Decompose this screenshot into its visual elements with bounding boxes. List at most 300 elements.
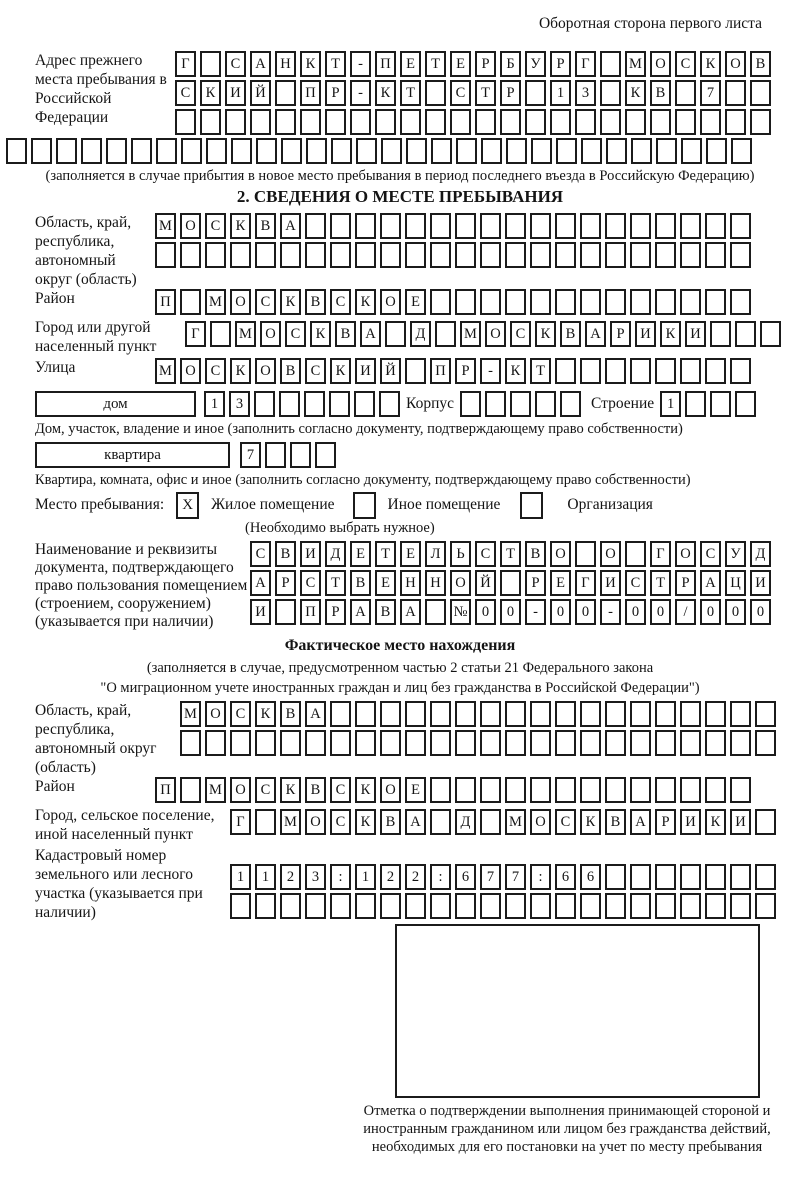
- char-box: [580, 358, 601, 384]
- char-box: [380, 701, 401, 727]
- char-box: [180, 242, 201, 268]
- char-box: [580, 730, 601, 756]
- char-box: 6: [555, 864, 576, 890]
- char-box: Т: [425, 51, 446, 77]
- char-box: [630, 777, 651, 803]
- char-box: М: [280, 809, 301, 835]
- char-box: [330, 730, 351, 756]
- s2-oblast-row-2: [155, 242, 755, 268]
- kvartira-cells: [240, 442, 340, 468]
- char-box: В: [280, 701, 301, 727]
- kvartira-caption: Квартира, комната, офис и иное (заполнить согласно документу, подтверждающему право собственности): [35, 472, 691, 488]
- char-box: [255, 809, 276, 835]
- char-box: [705, 289, 726, 315]
- char-box: [630, 242, 651, 268]
- char-box: [550, 109, 571, 135]
- char-box: [675, 80, 696, 106]
- char-box: [605, 242, 626, 268]
- char-box: 1: [550, 80, 571, 106]
- char-box: [279, 391, 300, 417]
- char-box: [210, 321, 231, 347]
- char-box: 1: [355, 864, 376, 890]
- char-box: С: [700, 541, 721, 567]
- char-box: 7: [505, 864, 526, 890]
- char-box: [685, 391, 706, 417]
- char-box: П: [375, 51, 396, 77]
- fact-raion-row: [155, 777, 755, 803]
- fact-title: Фактическое место нахождения: [284, 637, 516, 654]
- char-box: [305, 242, 326, 268]
- doc-row-3: [250, 599, 775, 625]
- korpus-label: Корпус: [406, 395, 454, 412]
- char-box: [630, 864, 651, 890]
- char-box: [755, 864, 776, 890]
- char-box: [505, 213, 526, 239]
- char-box: [580, 701, 601, 727]
- char-box: [705, 730, 726, 756]
- char-box: С: [675, 51, 696, 77]
- char-box: [480, 701, 501, 727]
- fact-oblast-label: Область, край, республика, автономный округ (область): [35, 702, 157, 776]
- char-box: -: [525, 599, 546, 625]
- prev-address-row-2: [175, 80, 775, 106]
- char-box: Р: [325, 80, 346, 106]
- char-box: [275, 80, 296, 106]
- char-box: [456, 138, 477, 164]
- char-box: [730, 242, 751, 268]
- char-box: А: [405, 809, 426, 835]
- char-box: [380, 242, 401, 268]
- s2-gorod-row: [185, 321, 785, 347]
- char-box: [750, 80, 771, 106]
- prev-address-caption: (заполняется в случае прибытия в новое место пребывания в период последнего въезда в Российскую Федерацию): [45, 168, 755, 184]
- char-box: [380, 213, 401, 239]
- char-box: [555, 358, 576, 384]
- char-box: К: [625, 80, 646, 106]
- char-box: А: [585, 321, 606, 347]
- fact-raion-field: [35, 777, 800, 806]
- char-box: [755, 730, 776, 756]
- char-box: 0: [500, 599, 521, 625]
- char-box: К: [280, 777, 301, 803]
- char-box: Е: [375, 570, 396, 596]
- char-box: [605, 777, 626, 803]
- char-box: [580, 777, 601, 803]
- char-box: [500, 570, 521, 596]
- char-box: [355, 701, 376, 727]
- char-box: В: [255, 213, 276, 239]
- char-box: О: [380, 777, 401, 803]
- doc-label: Наименование и реквизиты документа, подтверждающего право пользования помещением (строением, сооружением) (указывается при наличии): [35, 541, 248, 630]
- char-box: 7: [480, 864, 501, 890]
- char-box: 7: [240, 442, 261, 468]
- char-box: [735, 391, 756, 417]
- char-box: -: [350, 80, 371, 106]
- prev-address-label: Адрес прежнего места пребывания в Российской Федерации: [35, 52, 167, 126]
- char-box: Т: [650, 570, 671, 596]
- char-box: М: [235, 321, 256, 347]
- char-box: [580, 289, 601, 315]
- char-box: К: [660, 321, 681, 347]
- char-box: [405, 242, 426, 268]
- char-box: [510, 391, 531, 417]
- char-box: 1: [204, 391, 225, 417]
- char-box: 0: [475, 599, 496, 625]
- char-box: Л: [425, 541, 446, 567]
- char-box: 3: [305, 864, 326, 890]
- char-box: С: [305, 358, 326, 384]
- char-box: В: [605, 809, 626, 835]
- char-box: Т: [475, 80, 496, 106]
- char-box: К: [300, 51, 321, 77]
- char-box: Т: [530, 358, 551, 384]
- char-box: [655, 701, 676, 727]
- char-box: [425, 109, 446, 135]
- char-box: [680, 730, 701, 756]
- char-box: [730, 730, 751, 756]
- char-box: [506, 138, 527, 164]
- char-box: [750, 109, 771, 135]
- char-box: [181, 138, 202, 164]
- char-box: [730, 777, 751, 803]
- char-box: [329, 391, 350, 417]
- char-box: Е: [550, 570, 571, 596]
- char-box: Г: [230, 809, 251, 835]
- char-box: [630, 730, 651, 756]
- char-box: [355, 730, 376, 756]
- char-box: [655, 730, 676, 756]
- char-box: [480, 242, 501, 268]
- fact-oblast-field: [35, 701, 800, 777]
- char-box: О: [205, 701, 226, 727]
- char-box: С: [330, 809, 351, 835]
- char-box: П: [155, 289, 176, 315]
- char-box: [400, 109, 421, 135]
- char-box: О: [260, 321, 281, 347]
- char-box: В: [305, 777, 326, 803]
- char-box: [405, 358, 426, 384]
- char-box: Й: [475, 570, 496, 596]
- char-box: [631, 138, 652, 164]
- prev-address-row-1: [175, 51, 775, 77]
- char-box: И: [730, 809, 751, 835]
- char-box: С: [230, 701, 251, 727]
- char-box: [605, 730, 626, 756]
- char-box: [530, 730, 551, 756]
- section2-title: 2. СВЕДЕНИЯ О МЕСТЕ ПРЕБЫВАНИЯ: [236, 187, 564, 206]
- char-box: [650, 109, 671, 135]
- char-box: [555, 893, 576, 919]
- char-box: С: [330, 777, 351, 803]
- char-box: [755, 809, 776, 835]
- char-box: М: [205, 289, 226, 315]
- char-box: С: [175, 80, 196, 106]
- dom-cells: [204, 391, 404, 417]
- char-box: [730, 213, 751, 239]
- char-box: Й: [250, 80, 271, 106]
- char-box: [355, 242, 376, 268]
- char-box: [710, 321, 731, 347]
- char-box: Е: [405, 289, 426, 315]
- char-box: [480, 777, 501, 803]
- stamp-area: [395, 924, 760, 1098]
- char-box: [600, 80, 621, 106]
- char-box: [680, 701, 701, 727]
- char-box: [755, 893, 776, 919]
- char-box: [250, 109, 271, 135]
- char-box: С: [510, 321, 531, 347]
- char-box: В: [650, 80, 671, 106]
- fact-caption-2: "О миграционном учете иностранных граждан и лиц без гражданства в Российской Федерации"): [100, 680, 700, 696]
- char-box: [131, 138, 152, 164]
- char-box: [156, 138, 177, 164]
- char-box: [580, 242, 601, 268]
- s2-raion-field: [35, 289, 800, 318]
- char-box: [350, 109, 371, 135]
- char-box: О: [180, 358, 201, 384]
- char-box: [530, 213, 551, 239]
- char-box: [680, 358, 701, 384]
- char-box: [480, 730, 501, 756]
- char-box: Д: [455, 809, 476, 835]
- char-box: [225, 109, 246, 135]
- char-box: [305, 213, 326, 239]
- char-box: А: [400, 599, 421, 625]
- char-box: О: [530, 809, 551, 835]
- char-box: [705, 213, 726, 239]
- char-box: [575, 541, 596, 567]
- char-box: [735, 321, 756, 347]
- char-box: В: [750, 51, 771, 77]
- char-box: А: [250, 570, 271, 596]
- char-box: [680, 289, 701, 315]
- char-box: [180, 777, 201, 803]
- char-box: [555, 701, 576, 727]
- char-box: [505, 701, 526, 727]
- char-box: [430, 893, 451, 919]
- char-box: [306, 138, 327, 164]
- char-box: И: [635, 321, 656, 347]
- char-box: [455, 777, 476, 803]
- char-box: [505, 777, 526, 803]
- char-box: Т: [325, 570, 346, 596]
- char-box: [530, 777, 551, 803]
- char-box: [331, 138, 352, 164]
- prev-address-field: [35, 51, 800, 138]
- char-box: 6: [455, 864, 476, 890]
- char-box: [385, 321, 406, 347]
- char-box: [265, 442, 286, 468]
- dom-row: [35, 391, 800, 420]
- char-box: [606, 138, 627, 164]
- char-box: В: [350, 570, 371, 596]
- char-box: [706, 138, 727, 164]
- doc-row-1: [250, 541, 775, 567]
- char-box: К: [355, 777, 376, 803]
- char-box: С: [250, 541, 271, 567]
- char-box: [175, 109, 196, 135]
- char-box: 7: [700, 80, 721, 106]
- char-box: [380, 893, 401, 919]
- char-box: [330, 213, 351, 239]
- char-box: К: [535, 321, 556, 347]
- char-box: [455, 893, 476, 919]
- char-box: К: [200, 80, 221, 106]
- char-box: С: [625, 570, 646, 596]
- char-box: [455, 242, 476, 268]
- char-box: [379, 391, 400, 417]
- char-box: О: [675, 541, 696, 567]
- char-box: [731, 138, 752, 164]
- char-box: Д: [750, 541, 771, 567]
- char-box: [655, 358, 676, 384]
- char-box: [681, 138, 702, 164]
- char-box: К: [330, 358, 351, 384]
- char-box: №: [450, 599, 471, 625]
- char-box: [500, 109, 521, 135]
- char-box: [255, 242, 276, 268]
- char-box: [480, 893, 501, 919]
- char-box: Т: [400, 80, 421, 106]
- char-box: [355, 893, 376, 919]
- char-box: [381, 138, 402, 164]
- char-box: [430, 701, 451, 727]
- char-box: [560, 391, 581, 417]
- char-box: [280, 893, 301, 919]
- char-box: [430, 809, 451, 835]
- char-box: С: [205, 358, 226, 384]
- char-box: 0: [650, 599, 671, 625]
- char-box: С: [300, 570, 321, 596]
- char-box: С: [255, 777, 276, 803]
- char-box: К: [230, 213, 251, 239]
- char-box: С: [205, 213, 226, 239]
- char-box: [705, 242, 726, 268]
- fact-gorod-field: [35, 806, 800, 846]
- char-box: [255, 893, 276, 919]
- char-box: 1: [255, 864, 276, 890]
- char-box: В: [380, 809, 401, 835]
- char-box: [605, 864, 626, 890]
- checkbox-organizatsiya[interactable]: [520, 492, 543, 519]
- char-box: [200, 51, 221, 77]
- char-box: [530, 893, 551, 919]
- char-box: О: [725, 51, 746, 77]
- char-box: И: [355, 358, 376, 384]
- char-box: К: [355, 289, 376, 315]
- char-box: [281, 138, 302, 164]
- fact-caption-1: (заполняется в случае, предусмотренном частью 2 статьи 21 Федерального закона: [146, 660, 654, 676]
- char-box: 6: [580, 864, 601, 890]
- char-box: [705, 864, 726, 890]
- checkbox-inoe[interactable]: [353, 492, 376, 519]
- char-box: Р: [500, 80, 521, 106]
- char-box: В: [375, 599, 396, 625]
- option-zhiloe-label: Жилое помещение: [211, 496, 335, 513]
- header-note: Оборотная сторона первого листа: [538, 15, 762, 32]
- char-box: [405, 730, 426, 756]
- char-box: Р: [475, 51, 496, 77]
- char-box: [300, 109, 321, 135]
- char-box: [256, 138, 277, 164]
- char-box: [480, 809, 501, 835]
- fact-kadastr-row-2: [230, 893, 780, 919]
- char-box: Д: [325, 541, 346, 567]
- char-box: Ц: [725, 570, 746, 596]
- char-box: К: [310, 321, 331, 347]
- s2-gorod-field: [35, 318, 800, 358]
- char-box: [555, 730, 576, 756]
- option-organizatsiya-label: Организация: [567, 496, 653, 513]
- checkbox-zhiloe[interactable]: X: [176, 492, 199, 519]
- char-box: [6, 138, 27, 164]
- char-box: [625, 109, 646, 135]
- char-box: [380, 730, 401, 756]
- char-box: [430, 777, 451, 803]
- char-box: В: [335, 321, 356, 347]
- char-box: А: [305, 701, 326, 727]
- char-box: В: [275, 541, 296, 567]
- char-box: В: [560, 321, 581, 347]
- char-box: [305, 730, 326, 756]
- dom-caption: Дом, участок, владение и иное (заполнить согласно документу, подтверждающему право собственности): [35, 421, 683, 437]
- char-box: [406, 138, 427, 164]
- char-box: [655, 777, 676, 803]
- s2-gorod-label: Город или другой населенный пункт: [35, 319, 157, 355]
- char-box: Р: [550, 51, 571, 77]
- char-box: А: [700, 570, 721, 596]
- char-box: Е: [400, 541, 421, 567]
- char-box: Р: [655, 809, 676, 835]
- char-box: [290, 442, 311, 468]
- char-box: Е: [450, 51, 471, 77]
- char-box: [555, 289, 576, 315]
- char-box: Г: [175, 51, 196, 77]
- char-box: -: [600, 599, 621, 625]
- char-box: [155, 242, 176, 268]
- prev-address-row-4: [6, 138, 800, 164]
- char-box: С: [450, 80, 471, 106]
- char-box: В: [305, 289, 326, 315]
- char-box: [600, 109, 621, 135]
- char-box: Р: [675, 570, 696, 596]
- char-box: [330, 701, 351, 727]
- char-box: [455, 289, 476, 315]
- char-box: [605, 358, 626, 384]
- char-box: [680, 213, 701, 239]
- char-box: :: [430, 864, 451, 890]
- char-box: [605, 701, 626, 727]
- char-box: О: [600, 541, 621, 567]
- char-box: М: [155, 358, 176, 384]
- char-box: Т: [325, 51, 346, 77]
- char-box: [325, 109, 346, 135]
- fact-kadastr-row-1: [230, 864, 780, 890]
- char-box: Г: [650, 541, 671, 567]
- char-box: Н: [275, 51, 296, 77]
- char-box: К: [700, 51, 721, 77]
- s2-oblast-label: Область, край, республика, автономный округ (область): [35, 214, 137, 288]
- char-box: У: [525, 51, 546, 77]
- char-box: [330, 893, 351, 919]
- char-box: [680, 864, 701, 890]
- char-box: Р: [610, 321, 631, 347]
- prev-address-row-3: [175, 109, 775, 135]
- char-box: [485, 391, 506, 417]
- char-box: [575, 109, 596, 135]
- char-box: [430, 730, 451, 756]
- char-box: [280, 730, 301, 756]
